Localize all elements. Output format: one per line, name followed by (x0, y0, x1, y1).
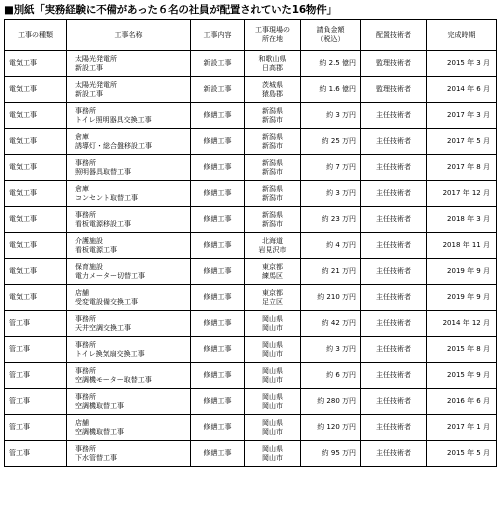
cell-project-name (67, 181, 191, 207)
cell-completion-date: 2017 年 8 月 (427, 155, 497, 181)
cell-site-location (245, 129, 301, 155)
cell-work-content: 修繕工事 (191, 285, 245, 311)
cell-project-name-line: 事務所 (75, 106, 96, 115)
cell-assigned-engineer: 主任技術者 (361, 311, 427, 337)
table-row (5, 155, 497, 181)
column-header-line: 工事名称 (114, 30, 143, 39)
cell-completion-date: 2016 年 6 月 (427, 389, 497, 415)
cell-project-name-line: 太陽光発電所 (75, 80, 117, 89)
cell-project-name (67, 285, 191, 311)
cell-site-location (245, 233, 301, 259)
cell-site-location-line: 新潟県 (262, 184, 283, 193)
cell-work-type: 電気工事 (5, 103, 67, 129)
cell-contract-amount: 約 280 万円 (301, 389, 361, 415)
cell-completion-date: 2014 年 12 月 (427, 311, 497, 337)
table-row (5, 207, 497, 233)
cell-project-name (67, 233, 191, 259)
cell-site-location (245, 259, 301, 285)
cell-site-location (245, 311, 301, 337)
cell-project-name-line: 保育施設 (75, 262, 103, 271)
cell-site-location-line: 和歌山県 (258, 54, 287, 63)
table-row (5, 337, 497, 363)
cell-project-name-line: 事務所 (75, 314, 96, 323)
table-row (5, 363, 497, 389)
cell-site-location (245, 103, 301, 129)
column-header-line: 工事の種類 (18, 30, 53, 39)
cell-work-type: 電気工事 (5, 259, 67, 285)
cell-site-location-line: 新潟市 (262, 193, 283, 202)
column-header-line: 所在地 (262, 35, 283, 43)
cell-site-location (245, 51, 301, 77)
cell-site-location-line: 岡山県 (262, 444, 283, 453)
cell-work-content: 修繕工事 (191, 363, 245, 389)
cell-work-type: 管工事 (5, 389, 67, 415)
cell-project-name-line: 下水管替工事 (75, 453, 117, 462)
cell-work-type: 管工事 (5, 311, 67, 337)
cell-contract-amount: 約 120 万円 (301, 415, 361, 441)
cell-work-type: 電気工事 (5, 285, 67, 311)
cell-assigned-engineer: 主任技術者 (361, 363, 427, 389)
cell-completion-date: 2019 年 9 月 (427, 285, 497, 311)
cell-project-name-line: 倉庫 (75, 132, 89, 141)
cell-site-location (245, 337, 301, 363)
document-caption: ■別紙「実務経験に不備があった６名の社員が配置されていた16物件」 (4, 4, 337, 16)
cell-site-location-line: 新潟県 (262, 106, 283, 115)
cell-site-location-line: 岡山市 (262, 401, 283, 410)
cell-work-content: 修繕工事 (191, 441, 245, 467)
cell-site-location-line: 岩見沢市 (258, 245, 287, 254)
cell-project-name-line: 電力メーター切替工事 (75, 271, 145, 280)
cell-contract-amount: 約 3 万円 (301, 337, 361, 363)
table-row (5, 233, 497, 259)
cell-project-name-line: 事務所 (75, 392, 96, 401)
cell-completion-date: 2017 年 3 月 (427, 103, 497, 129)
cell-project-name-line: 誘導灯・総合盤移設工事 (75, 141, 152, 150)
cell-site-location-line: 新潟市 (262, 115, 283, 124)
cell-completion-date: 2017 年 1 月 (427, 415, 497, 441)
table-body (5, 51, 497, 467)
cell-assigned-engineer: 主任技術者 (361, 441, 427, 467)
cell-assigned-engineer: 主任技術者 (361, 207, 427, 233)
cell-project-name (67, 441, 191, 467)
cell-project-name-line: 看板電源工事 (75, 245, 117, 254)
cell-project-name-line: 事務所 (75, 366, 96, 375)
cell-site-location-line: 岡山県 (262, 314, 283, 323)
cell-work-type: 電気工事 (5, 233, 67, 259)
cell-project-name-line: 看板電源移設工事 (75, 219, 131, 228)
cell-project-name (67, 415, 191, 441)
cell-project-name (67, 103, 191, 129)
cell-project-name (67, 259, 191, 285)
cell-project-name-line: トイレ照明器具交換工事 (75, 115, 152, 124)
cell-site-location-line: 岡山県 (262, 418, 283, 427)
cell-site-location-line: 岡山市 (262, 349, 283, 358)
cell-work-type: 電気工事 (5, 129, 67, 155)
cell-project-name-line: 空調機モーター取替工事 (75, 375, 152, 384)
cell-assigned-engineer: 主任技術者 (361, 337, 427, 363)
column-header-type (5, 20, 67, 51)
cell-contract-amount: 約 3 万円 (301, 181, 361, 207)
cell-completion-date: 2018 年 3 月 (427, 207, 497, 233)
cell-project-name-line: 事務所 (75, 210, 96, 219)
cell-assigned-engineer: 主任技術者 (361, 181, 427, 207)
cell-work-content: 修繕工事 (191, 415, 245, 441)
cell-project-name-line: 照明器具取替工事 (75, 167, 131, 176)
table-row (5, 311, 497, 337)
column-header-line: 工事現場の (255, 26, 290, 35)
column-header-line: 完成時期 (447, 30, 476, 39)
cell-project-name (67, 77, 191, 103)
cell-project-name-line: コンセント取替工事 (75, 193, 138, 202)
cell-work-type: 電気工事 (5, 181, 67, 207)
cell-site-location-line: 岡山市 (262, 323, 283, 332)
table-row (5, 285, 497, 311)
table-row (5, 259, 497, 285)
cell-completion-date: 2015 年 9 月 (427, 363, 497, 389)
cell-completion-date: 2019 年 9 月 (427, 259, 497, 285)
cell-project-name-line: 介護施設 (75, 236, 103, 245)
cell-contract-amount: 約 6 万円 (301, 363, 361, 389)
cell-project-name-line: 事務所 (75, 158, 96, 167)
cell-project-name-line: 店舗 (75, 418, 89, 427)
cell-site-location-line: 練馬区 (262, 271, 283, 280)
cell-site-location-line: 新潟県 (262, 158, 283, 167)
cell-site-location-line: 足立区 (262, 297, 283, 306)
column-header-line: 工事内容 (203, 30, 232, 39)
cell-project-name-line: 空調機取替工事 (75, 401, 124, 410)
cell-contract-amount: 約 7 万円 (301, 155, 361, 181)
cell-site-location-line: 東京都 (262, 262, 283, 271)
table-row (5, 103, 497, 129)
cell-project-name (67, 311, 191, 337)
column-header-eng (361, 20, 427, 51)
cell-project-name-line: 店舗 (75, 288, 89, 297)
column-header-loc (245, 20, 301, 51)
cell-site-location-line: 岡山市 (262, 427, 283, 436)
cell-site-location-line: 新潟市 (262, 219, 283, 228)
table-row (5, 441, 497, 467)
cell-site-location-line: 東京都 (262, 288, 283, 297)
column-header-line: 請負金額 (316, 26, 345, 35)
cell-completion-date: 2015 年 8 月 (427, 337, 497, 363)
cell-work-content: 修繕工事 (191, 311, 245, 337)
cell-site-location-line: 新潟県 (262, 132, 283, 141)
cell-site-location (245, 155, 301, 181)
cell-project-name-line: 天井空調交換工事 (75, 323, 131, 332)
cell-work-content: 修繕工事 (191, 389, 245, 415)
cell-work-content: 修繕工事 (191, 207, 245, 233)
cell-site-location-line: 新潟市 (262, 167, 283, 176)
cell-site-location (245, 285, 301, 311)
cell-work-type: 管工事 (5, 363, 67, 389)
table-row (5, 415, 497, 441)
cell-work-type: 管工事 (5, 337, 67, 363)
cell-project-name (67, 363, 191, 389)
table-row (5, 389, 497, 415)
cell-work-content: 修繕工事 (191, 181, 245, 207)
cell-work-content: 修繕工事 (191, 233, 245, 259)
cell-completion-date: 2014 年 6 月 (427, 77, 497, 103)
cell-site-location-line: 岡山県 (262, 366, 283, 375)
cell-assigned-engineer: 監理技術者 (361, 77, 427, 103)
cell-project-name-line: 事務所 (75, 340, 96, 349)
cell-assigned-engineer: 主任技術者 (361, 389, 427, 415)
cell-completion-date: 2015 年 3 月 (427, 51, 497, 77)
cell-completion-date: 2017 年 5 月 (427, 129, 497, 155)
column-header-work (191, 20, 245, 51)
column-header-amt (301, 20, 361, 51)
cell-contract-amount: 約 210 万円 (301, 285, 361, 311)
table-row (5, 51, 497, 77)
table-row (5, 181, 497, 207)
cell-site-location (245, 415, 301, 441)
cell-project-name-line: 新設工事 (75, 63, 103, 72)
cell-work-content: 修繕工事 (191, 259, 245, 285)
cell-contract-amount: 約 23 万円 (301, 207, 361, 233)
cell-project-name (67, 389, 191, 415)
cell-completion-date: 2018 年 11 月 (427, 233, 497, 259)
property-table (4, 19, 497, 467)
cell-site-location (245, 363, 301, 389)
cell-assigned-engineer: 主任技術者 (361, 259, 427, 285)
cell-site-location-line: 日高郡 (262, 63, 283, 72)
cell-assigned-engineer: 主任技術者 (361, 415, 427, 441)
cell-completion-date: 2015 年 5 月 (427, 441, 497, 467)
cell-project-name (67, 51, 191, 77)
cell-work-type: 電気工事 (5, 51, 67, 77)
cell-site-location (245, 77, 301, 103)
cell-work-content: 修繕工事 (191, 103, 245, 129)
cell-project-name (67, 337, 191, 363)
cell-work-content: 新設工事 (191, 77, 245, 103)
cell-contract-amount: 約 3 万円 (301, 103, 361, 129)
cell-project-name-line: 新設工事 (75, 89, 103, 98)
cell-site-location (245, 207, 301, 233)
cell-assigned-engineer: 主任技術者 (361, 233, 427, 259)
cell-contract-amount: 約 4 万円 (301, 233, 361, 259)
cell-site-location-line: 新潟市 (262, 141, 283, 150)
cell-contract-amount: 約 42 万円 (301, 311, 361, 337)
cell-work-content: 修繕工事 (191, 155, 245, 181)
cell-site-location-line: 猿島郡 (262, 89, 283, 98)
cell-project-name (67, 129, 191, 155)
cell-completion-date: 2017 年 12 月 (427, 181, 497, 207)
cell-project-name-line: 倉庫 (75, 184, 89, 193)
cell-work-content: 修繕工事 (191, 129, 245, 155)
cell-work-content: 新設工事 (191, 51, 245, 77)
cell-site-location-line: 岡山県 (262, 340, 283, 349)
table-header-row (5, 20, 497, 51)
cell-contract-amount: 約 21 万円 (301, 259, 361, 285)
table-row (5, 129, 497, 155)
cell-project-name-line: 受変電設備交換工事 (75, 297, 138, 306)
cell-contract-amount: 約 25 万円 (301, 129, 361, 155)
cell-contract-amount: 約 95 万円 (301, 441, 361, 467)
cell-assigned-engineer: 主任技術者 (361, 103, 427, 129)
cell-project-name-line: 事務所 (75, 444, 96, 453)
cell-site-location (245, 441, 301, 467)
cell-site-location-line: 岡山市 (262, 375, 283, 384)
cell-project-name-line: 太陽光発電所 (75, 54, 117, 63)
cell-site-location (245, 181, 301, 207)
table-row (5, 77, 497, 103)
cell-site-location-line: 岡山県 (262, 392, 283, 401)
cell-work-type: 管工事 (5, 441, 67, 467)
cell-contract-amount: 約 1.6 億円 (301, 77, 361, 103)
cell-work-type: 電気工事 (5, 155, 67, 181)
cell-site-location-line: 新潟県 (262, 210, 283, 219)
column-header-name (67, 20, 191, 51)
cell-project-name (67, 207, 191, 233)
cell-project-name (67, 155, 191, 181)
cell-work-type: 電気工事 (5, 207, 67, 233)
cell-site-location-line: 茨城県 (262, 80, 283, 89)
cell-contract-amount: 約 2.5 億円 (301, 51, 361, 77)
column-header-line: 配置技術者 (376, 30, 411, 39)
cell-work-type: 管工事 (5, 415, 67, 441)
cell-assigned-engineer: 主任技術者 (361, 285, 427, 311)
cell-site-location-line: 北海道 (262, 236, 283, 245)
cell-site-location-line: 岡山市 (262, 453, 283, 462)
cell-assigned-engineer: 主任技術者 (361, 129, 427, 155)
cell-project-name-line: 空調機取替工事 (75, 427, 124, 436)
column-header-line: （税込） (316, 35, 345, 43)
cell-assigned-engineer: 監理技術者 (361, 51, 427, 77)
cell-work-content: 修繕工事 (191, 337, 245, 363)
cell-site-location (245, 389, 301, 415)
cell-work-type: 電気工事 (5, 77, 67, 103)
cell-project-name-line: トイレ換気扇交換工事 (75, 349, 145, 358)
cell-assigned-engineer: 主任技術者 (361, 155, 427, 181)
column-header-date (427, 20, 497, 51)
